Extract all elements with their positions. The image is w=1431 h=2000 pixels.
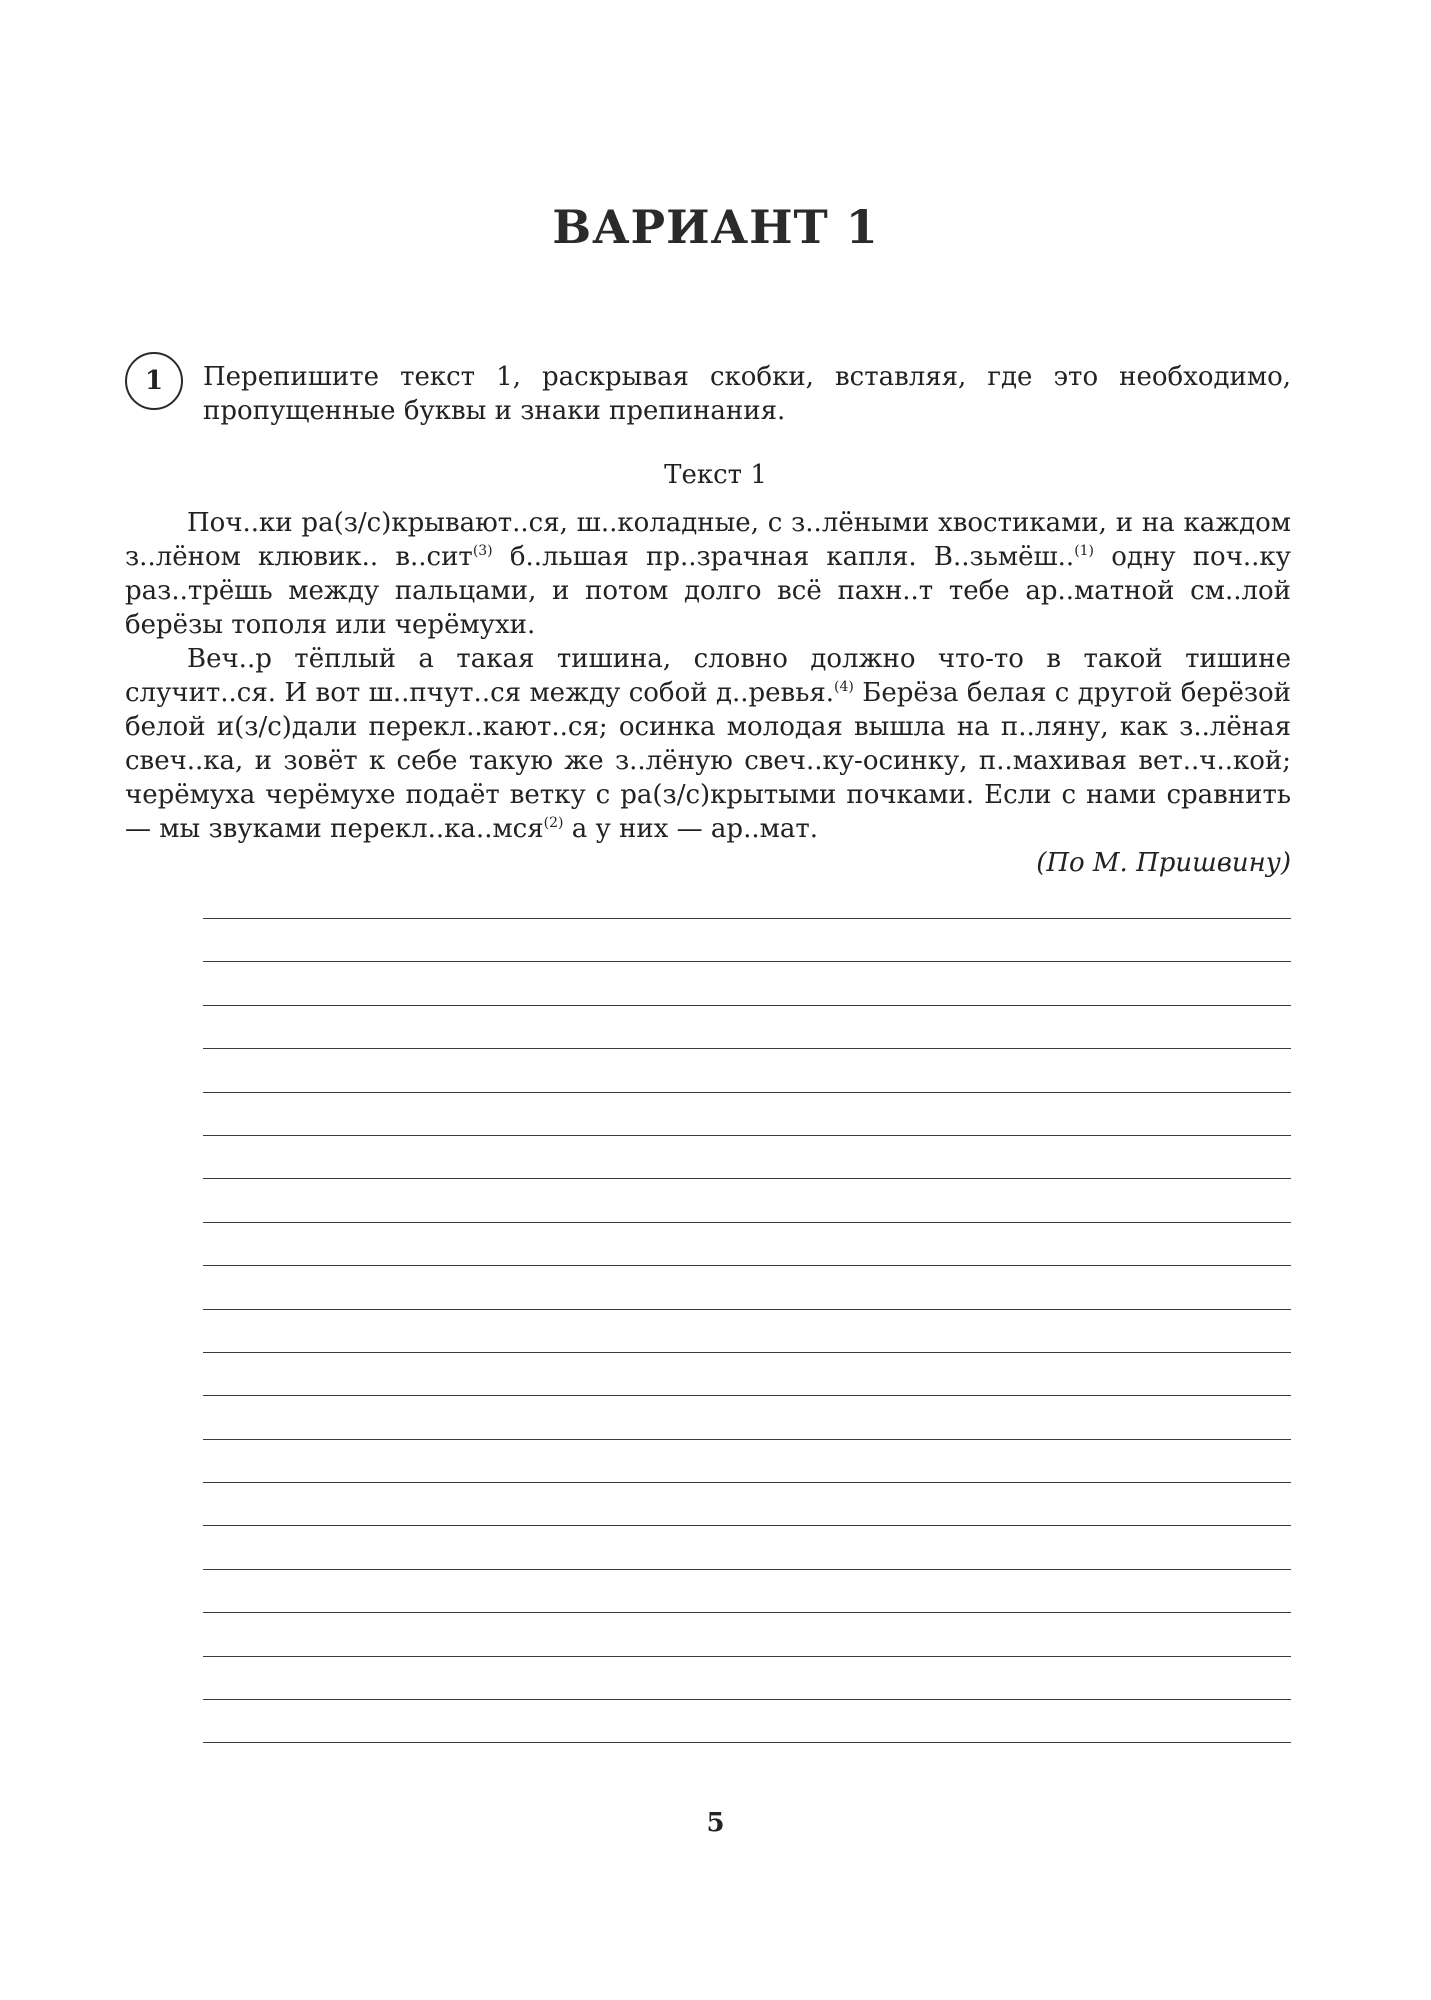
paragraph-1 [125, 506, 1291, 642]
task-number-badge [125, 352, 183, 410]
answer-line[interactable] [203, 962, 1291, 1005]
variant-title: ВАРИАНТ 1 [552, 200, 879, 254]
answer-line[interactable] [203, 1310, 1291, 1353]
page-number: 5 [706, 1808, 725, 1838]
source-attribution: (По М. Пришвину) [1036, 848, 1291, 878]
answer-line[interactable] [203, 1700, 1291, 1743]
text-segment: одну поч..ку раз..трёшь между пальцами, и потом долго всё пахн..т тебе ар..матной см..лой берёзы тополя или черёмухи. [125, 542, 1291, 640]
text-title: Текст 1 [664, 460, 767, 490]
answer-line[interactable] [203, 1483, 1291, 1526]
answer-line[interactable] [203, 1136, 1291, 1179]
answer-line[interactable] [203, 1570, 1291, 1613]
answer-line[interactable] [203, 1440, 1291, 1483]
footnote-marker: (1) [1074, 543, 1095, 559]
footnote-marker: (4) [834, 679, 854, 695]
answer-line[interactable] [203, 1396, 1291, 1439]
text-segment: Поч..ки ра(з/с)крывают..ся, ш..коладные, с з..лёными хвостиками, и на каждом з..лёном клювик.. в..сит [125, 508, 1291, 572]
answer-line[interactable] [203, 1266, 1291, 1309]
answer-line[interactable] [203, 1613, 1291, 1656]
footnote-marker: (3) [472, 543, 493, 559]
footnote-marker: (2) [543, 815, 564, 831]
text-segment: Берёза белая с другой берёзой белой и(з/с)дали перекл..кают..ся; осинка молодая вышла на п..ляну, как з..лёная свеч..ка, и зовёт к себе такую же з..лёную свеч..ку-осинку, п..махивая вет..ч..кой; черёмуха черёмухе подаёт ветку с ра(з/с)крытыми почками. Если с нами сравнить — мы звуками перекл..ка..мся [125, 678, 1291, 844]
exercise-text [125, 506, 1291, 846]
paragraph-2 [125, 642, 1291, 846]
text-segment: а у них — ар..мат. [563, 814, 818, 844]
text-segment: б..льшая пр..зрачная капля. В..зьмёш.. [492, 542, 1075, 572]
answer-line[interactable] [203, 1353, 1291, 1396]
answer-line[interactable] [203, 1179, 1291, 1222]
answer-line[interactable] [203, 1657, 1291, 1700]
answer-line[interactable] [203, 1526, 1291, 1569]
answer-line[interactable] [203, 1006, 1291, 1049]
text-segment: Веч..р тёплый а такая тишина, словно должно что-то в такой тишине случит..ся. И вот ш..пчут..ся между собой д..ревья. [125, 644, 1291, 708]
answer-line[interactable] [203, 1223, 1291, 1266]
answer-line[interactable] [203, 919, 1291, 962]
answer-line[interactable] [203, 1049, 1291, 1092]
task-instruction: Перепишите текст 1, раскрывая скобки, вставляя, где это необходимо, пропущенные буквы и знаки препинания. [203, 362, 1291, 426]
answer-line[interactable] [203, 1093, 1291, 1136]
task-number: 1 [144, 366, 164, 396]
answer-lines[interactable] [203, 918, 1291, 1743]
